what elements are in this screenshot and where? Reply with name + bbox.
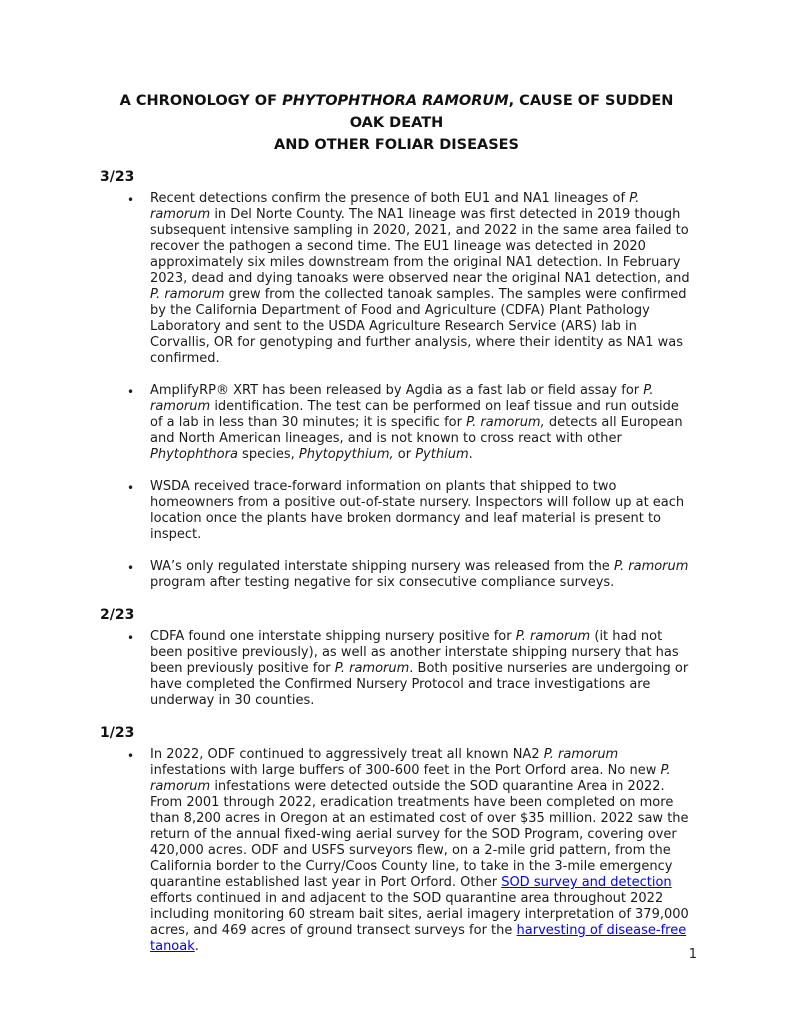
text-segment: species, (237, 447, 299, 462)
bullet-icon: • (127, 631, 135, 645)
text-segment: detects all European and North American lineages, and is not known to cross react with other (150, 415, 683, 446)
doc-title-line1 (100, 90, 693, 134)
text-segment: P. ramorum (150, 383, 654, 414)
text-segment: . Both positive nurseries are undergoing or have completed the Confirmed Nursery Protocol and trace investigations are underway in 30 counties. (150, 661, 689, 708)
text-segment: P. ramorum (613, 559, 689, 574)
bullet-icon: • (127, 385, 135, 399)
sod-survey-and-detection-link[interactable]: SOD survey and detection (501, 875, 672, 890)
text-segment: AND OTHER FOLIAR DISEASES (273, 137, 519, 153)
bullet-list (100, 629, 693, 709)
section-1-23 (100, 725, 693, 955)
text-segment: AmplifyRP® XRT has been released by Agdia as a fast lab or field assay for (150, 383, 644, 398)
list-item (100, 479, 693, 543)
list-item (100, 191, 693, 367)
text-segment: program after testing negative for six consecutive compliance surveys. (150, 575, 615, 590)
sections (100, 169, 693, 955)
text-segment: . (194, 939, 199, 954)
bullet-icon: • (127, 561, 135, 575)
text-segment: P. ramorum (515, 629, 591, 644)
list-item (100, 559, 693, 591)
document-title (100, 90, 693, 156)
bullet-text (150, 629, 688, 708)
text-segment: In 2022, ODF continued to aggressively treat all known NA2 (150, 747, 544, 762)
section-2-23 (100, 607, 693, 709)
harvesting-disease-free-tanoak-link[interactable]: harvesting of disease-free tanoak (150, 923, 687, 954)
bullet-text (150, 747, 689, 954)
text-segment: P. ramorum, (466, 415, 545, 430)
bullet-list (100, 191, 693, 591)
bullet-text (150, 479, 684, 542)
text-segment: P. ramorum (150, 763, 671, 794)
bullet-icon: • (127, 481, 135, 495)
text-segment: , CAUSE OF SUDDEN OAK DEATH (349, 93, 674, 131)
bullet-text (150, 559, 688, 590)
section-date-heading: 1/23 (100, 725, 135, 741)
text-segment: (it had not been positive previously), as well as another interstate shipping nursery that has been previously positive for (150, 629, 679, 676)
text-segment: in Del Norte County. The NA1 lineage was first detected in 2019 though subsequent intensive sampling in 2020, 2021, and 2022 in the same area failed to recover the pathogen a second time. The EU1 lineage was detected in 2020 approximately six miles downstream from the original NA1 detection. In February 2023, dead and dying tanoaks were observed near the original NA1 detection, and (150, 207, 690, 286)
bullet-icon: • (127, 749, 135, 763)
section-date-heading: 2/23 (100, 607, 135, 623)
text-segment: WA’s only regulated interstate shipping nursery was released from the (150, 559, 614, 574)
text-segment: efforts continued in and adjacent to the SOD quarantine area throughout 2022 including monitoring 60 stream bait sites, aerial imagery interpretation of 379,000 acres, and 469 acres of ground transect surveys for the (150, 891, 689, 938)
text-segment: A CHRONOLOGY OF (119, 93, 283, 109)
list-item (100, 629, 693, 709)
text-segment: Recent detections confirm the presence of both EU1 and NA1 lineages of (150, 191, 630, 206)
bullet-icon: • (127, 193, 135, 207)
text-segment: P. ramorum (150, 191, 640, 222)
list-item (100, 747, 693, 955)
text-segment: PHYTOPHTHORA RAMORUM (282, 93, 509, 109)
bullet-text (150, 383, 683, 462)
text-segment: CDFA found one interstate shipping nursery positive for (150, 629, 516, 644)
text-segment: grew from the collected tanoak samples. The samples were confirmed by the California Department of Food and Agriculture (CDFA) Plant Pathology Laboratory and sent to the USDA Agriculture Research Service (ARS) lab in Corvallis, OR for genotyping and further analysis, where their identity as NA1 was confirmed. (150, 287, 687, 366)
text-segment: infestations with large buffers of 300-600 feet in the Port Orford area. No new (150, 763, 661, 778)
page-number: 1 (688, 947, 697, 962)
text-segment: . (468, 447, 473, 462)
section-3-23 (100, 169, 693, 591)
list-item (100, 383, 693, 463)
text-segment: P. ramorum (150, 287, 225, 302)
text-segment: Pythium (415, 447, 469, 462)
text-segment: infestations were detected outside the SOD quarantine Area in 2022. From 2001 through 2022, eradication treatments have been completed on more than 8,200 acres in Oregon at an estimated cost of over $35 million. 2022 saw the return of the annual fixed-wing aerial survey for the SOD Program, covering over 420,000 acres. ODF and USFS surveyors flew, on a 2-mile grid pattern, from the California border to the Curry/Coos County line, to take in the 3-mile emergency quarantine established last year in Port Orford. Other (150, 779, 689, 890)
bullet-list (100, 747, 693, 955)
section-date-heading: 3/23 (100, 169, 135, 185)
bullet-text (150, 191, 690, 366)
text-segment: identification. The test can be performed on leaf tissue and run outside of a lab in less than 30 minutes; it is specific for (150, 399, 679, 430)
text-segment: P. ramorum (334, 661, 410, 676)
text-segment: Phytophthora (150, 447, 238, 462)
text-segment: WSDA received trace-forward information on plants that shipped to two homeowners from a positive out-of-state nursery. Inspectors will follow up at each location once the plants have broken dormancy and leaf material is present to inspect. (150, 479, 685, 542)
doc-title-line2 (100, 134, 693, 156)
text-segment: Phytopythium, (298, 447, 394, 462)
text-segment: or (393, 447, 416, 462)
text-segment: P. ramorum (543, 747, 619, 762)
